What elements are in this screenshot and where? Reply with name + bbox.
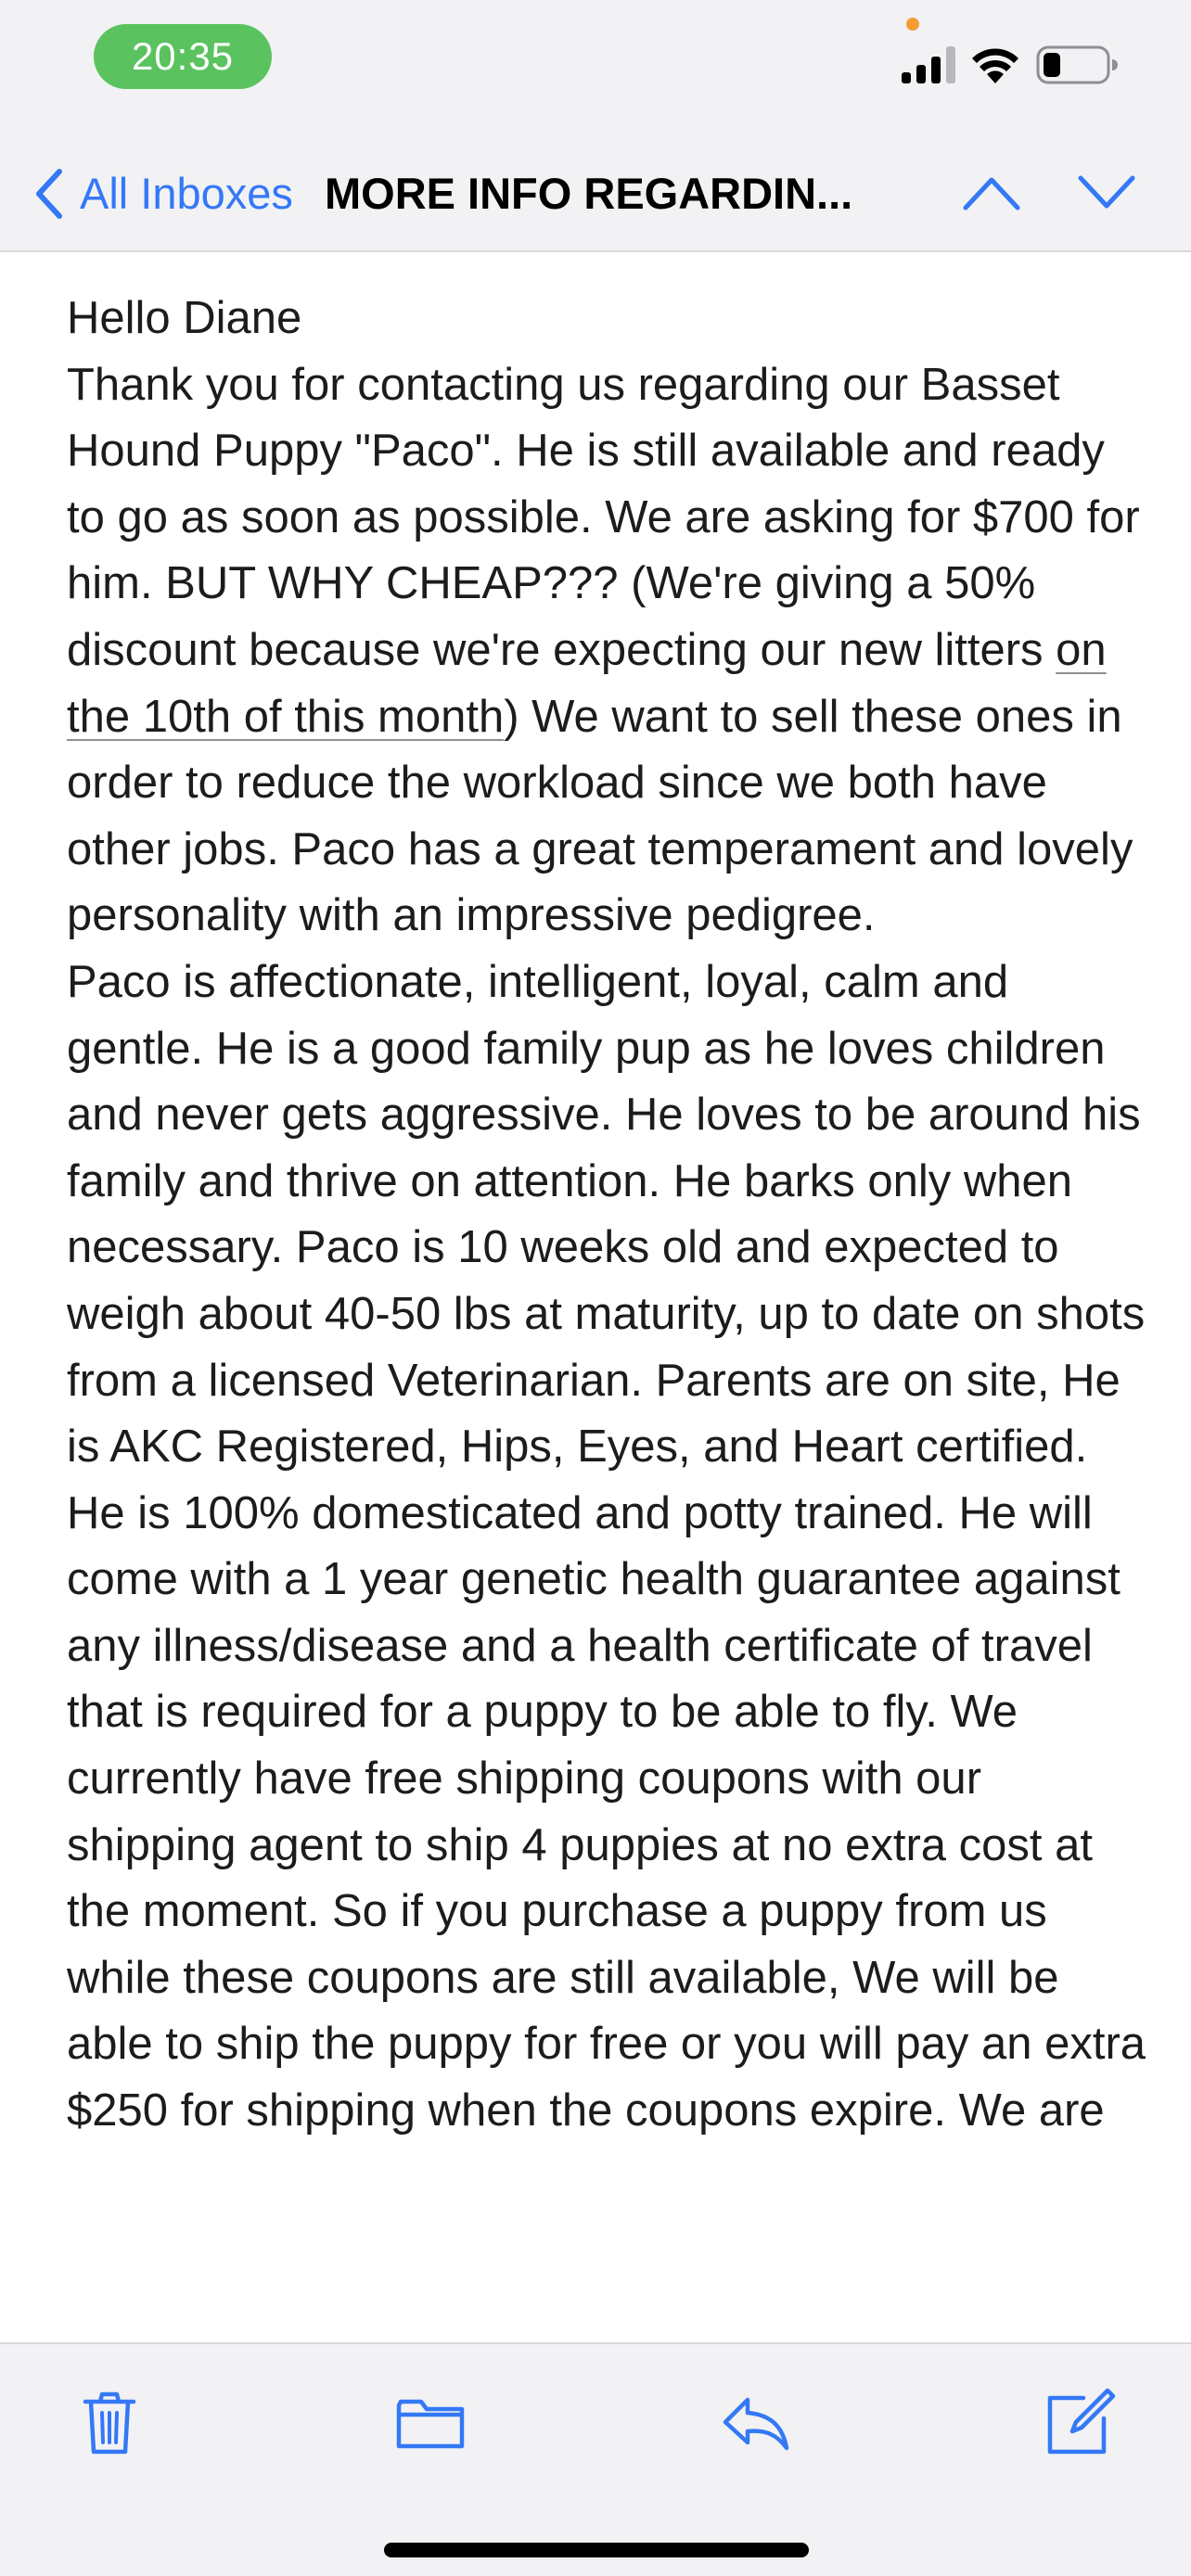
paragraph-1-text-after-link: ) We want to sell these ones in order to reduce the workload since we both have other jobs. Paco has a great temperament and lovely personality with an impressive pedigree.: [67, 691, 1133, 941]
top-area: [0, 0, 1191, 252]
paragraph-1-text-before-link: Thank you for contacting us regarding our Basset Hound Puppy "Paco". He is still available and ready to go as soon as possible. We are asking for $700 for him. BUT WHY CHEAP??? (We're giving a 50% discount because we're expecting our new litters: [67, 359, 1140, 675]
back-button[interactable]: [28, 165, 293, 223]
compose-button[interactable]: [1043, 2385, 1117, 2459]
message-body[interactable]: [67, 286, 1152, 2342]
next-message-button[interactable]: [1076, 167, 1137, 219]
date-detected-link[interactable]: on the 10th of this month: [67, 624, 1107, 742]
chevron-left-icon: [28, 166, 69, 222]
battery-icon: [1036, 45, 1118, 85]
status-time: 20:35: [94, 24, 272, 89]
wifi-icon: [970, 45, 1020, 83]
message-greeting: Hello Diane: [67, 293, 302, 343]
folder-icon: [393, 2385, 467, 2459]
reply-icon: [718, 2385, 792, 2459]
home-indicator[interactable]: [384, 2543, 809, 2557]
message-paragraph-1: [67, 352, 1152, 950]
move-to-folder-button[interactable]: [393, 2385, 467, 2459]
back-button-label: All Inboxes: [80, 169, 293, 218]
trash-button[interactable]: [72, 2385, 147, 2459]
bottom-toolbar: [0, 2342, 1191, 2576]
status-bar: [0, 0, 1191, 130]
reply-button[interactable]: [718, 2385, 792, 2459]
message-paragraph-2: Paco is affectionate, intelligent, loyal, calm and gentle. He is a good family pup as he loves children and never gets aggressive. He loves to be around his family and thrive on attention. He barks only when necessary. Paco is 10 weeks old and expected to weigh about 40-50 lbs at maturity, up to date on shots from a licensed Veterinarian. Parents are on site, He is AKC Registered, Hips, Eyes, and Heart certified. He is 100% domesticated and potty trained. He will come with a 1 year genetic health guarantee against any illness/disease and a health certificate of travel that is required for a puppy to be able to fly. We currently have free shipping coupons with our shipping agent to ship 4 puppies at no extra cost at the moment. So if you purchase a puppy from us while these coupons are still available, We will be able to ship the puppy for free or you will pay an extra $250 for shipping when the coupons expire. We are: [67, 956, 1146, 2136]
nav-bar: [0, 130, 1191, 252]
cellular-signal-icon: [902, 46, 955, 83]
compose-icon: [1043, 2385, 1117, 2459]
previous-message-button[interactable]: [961, 167, 1022, 219]
privacy-indicator-dot: [906, 18, 919, 31]
message-subject: MORE INFO REGARDIN...: [325, 169, 853, 218]
trash-icon: [72, 2385, 147, 2459]
